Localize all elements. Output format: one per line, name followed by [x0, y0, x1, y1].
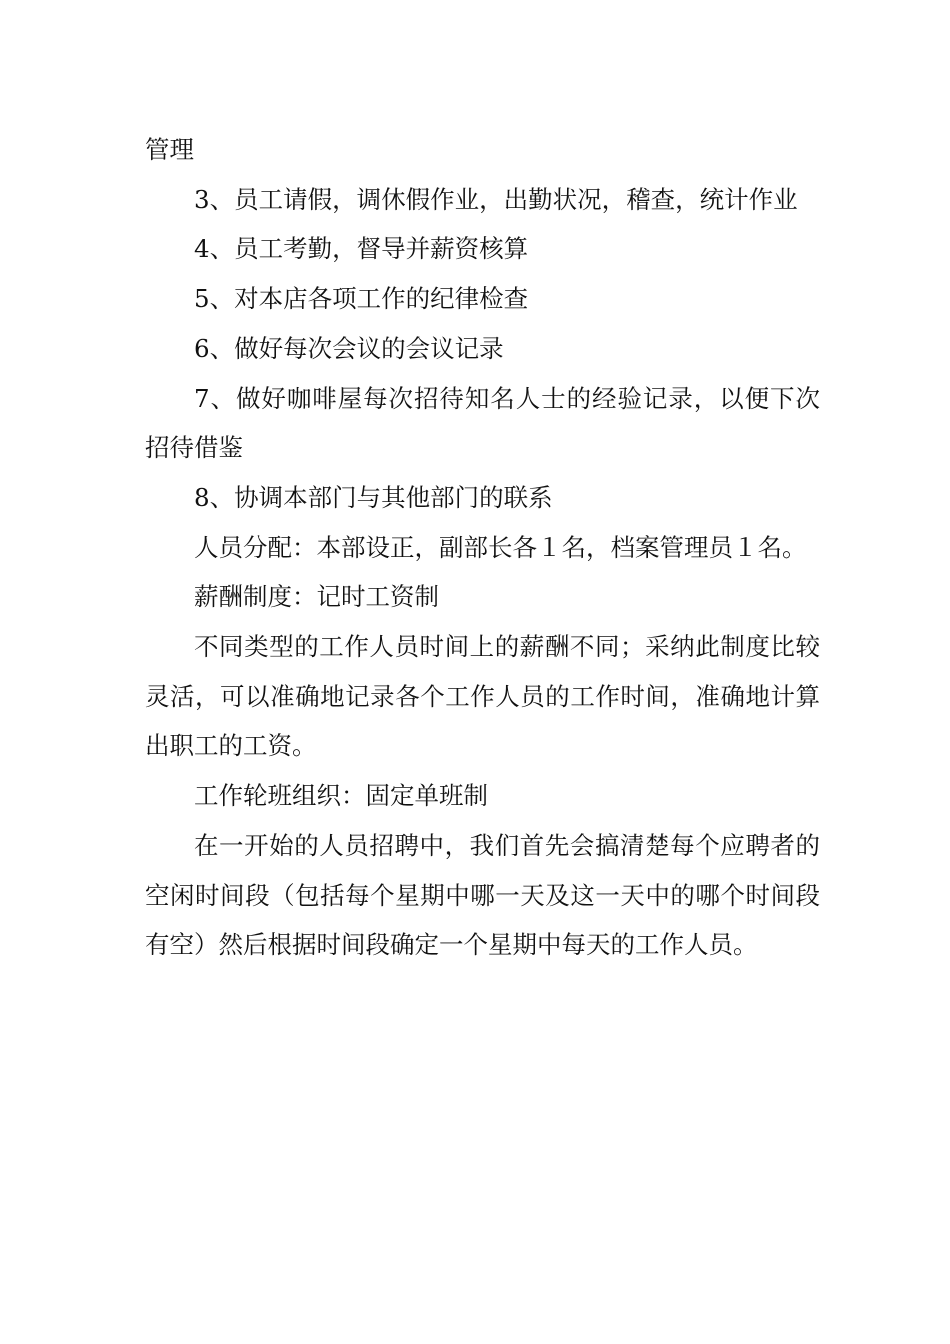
- paragraph-salary-system: 薪酬制度：记时工资制: [194, 582, 439, 612]
- paragraph-recruitment: 在一开始的人员招聘中，我们首先会搞清楚每个应聘者的空闲时间段（包括每个星期中哪一天及这一天中的哪个时间段有空）然后根据时间段确定一个星期中每天的工作人员。: [145, 830, 820, 960]
- paragraph-management: 管理: [145, 135, 194, 164]
- paragraph-item-3: 3、员工请假，调休假作业，出勤状况，稽查，统计作业: [194, 184, 798, 214]
- paragraph-item-6: 6、做好每次会议的会议记录: [194, 333, 504, 363]
- paragraph-item-7: 7、做好咖啡屋每次招待知名人士的经验记录，以便下次招待借鉴: [145, 383, 820, 463]
- paragraph-shift-organization: 工作轮班组织：固定单班制: [194, 781, 488, 811]
- paragraph-staffing: 人员分配：本部设正，副部长各１名，档案管理员１名。: [194, 532, 807, 562]
- paragraph-item-4: 4、员工考勤，督导并薪资核算: [194, 234, 529, 264]
- paragraph-salary-description: 不同类型的工作人员时间上的薪酬不同；采纳此制度比较灵活，可以准确地记录各个工作人员的工作时间，准确地计算出职工的工资。: [145, 632, 820, 761]
- paragraph-item-5: 5、对本店各项工作的纪律检查: [194, 284, 529, 314]
- paragraph-item-8: 8、协调本部门与其他部门的联系: [194, 482, 553, 512]
- document-body: [145, 125, 820, 970]
